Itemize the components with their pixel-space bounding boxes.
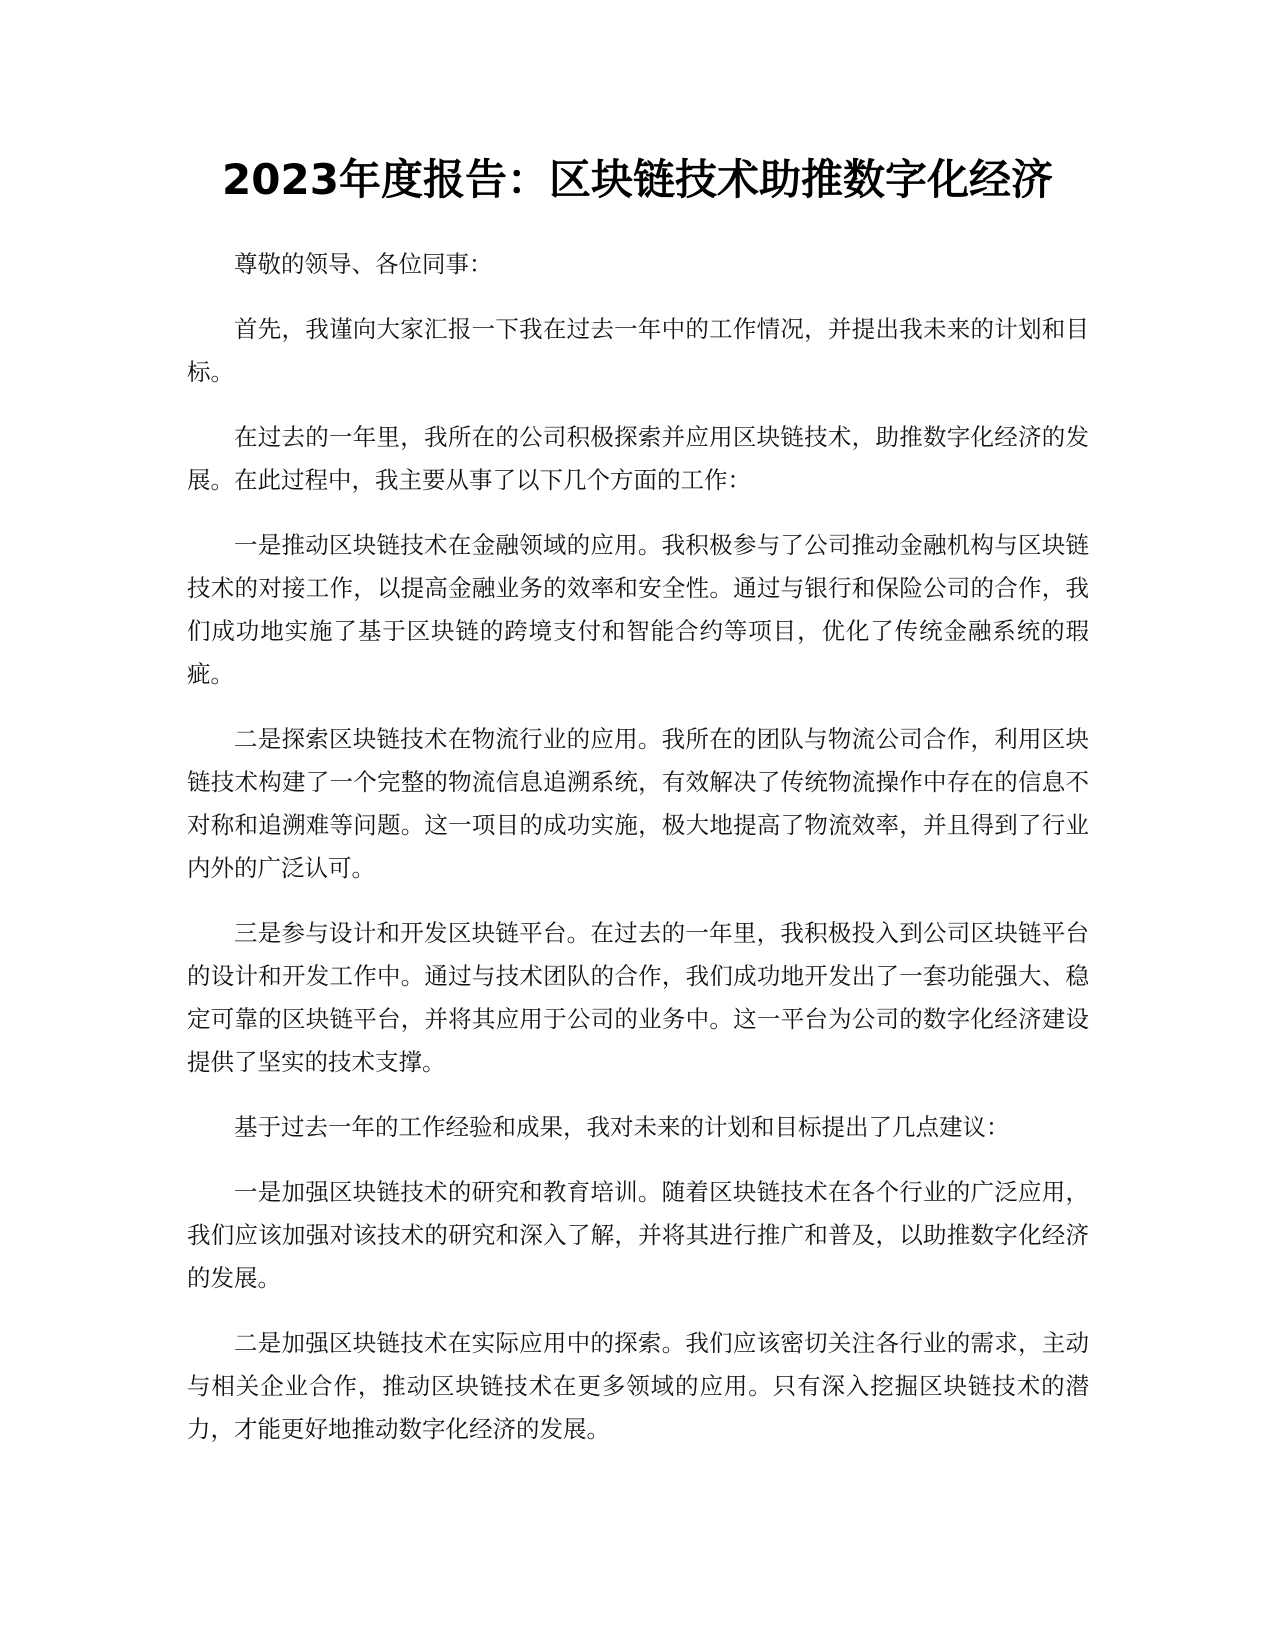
- document-title: 2023年度报告：区块链技术助推数字化经济: [222, 155, 1053, 204]
- document-body: [187, 243, 1089, 1473]
- paragraph-research: 一是加强区块链技术的研究和教育培训。随着区块链技术在各个行业的广泛应用，我们应该加强对该技术的研究和深入了解，并将其进行推广和普及，以助推数字化经济的发展。: [187, 1178, 1089, 1292]
- paragraph-intro: 首先，我谨向大家汇报一下我在过去一年中的工作情况，并提出我未来的计划和目标。: [187, 315, 1089, 386]
- paragraph-overview: 在过去的一年里，我所在的公司积极探索并应用区块链技术，助推数字化经济的发展。在此过程中，我主要从事了以下几个方面的工作：: [187, 423, 1089, 494]
- paragraph-exploration: 二是加强区块链技术在实际应用中的探索。我们应该密切关注各行业的需求，主动与相关企业合作，推动区块链技术在更多领域的应用。只有深入挖掘区块链技术的潜力，才能更好地推动数字化经济的发展。: [187, 1329, 1089, 1443]
- paragraph-logistics: 二是探索区块链技术在物流行业的应用。我所在的团队与物流公司合作，利用区块链技术构建了一个完整的物流信息追溯系统，有效解决了传统物流操作中存在的信息不对称和追溯难等问题。这一项目的成功实施，极大地提高了物流效率，并且得到了行业内外的广泛认可。: [187, 725, 1089, 882]
- paragraph-greeting: 尊敬的领导、各位同事：: [234, 250, 493, 278]
- paragraph-platform: 三是参与设计和开发区块链平台。在过去的一年里，我积极投入到公司区块链平台的设计和开发工作中。通过与技术团队的合作，我们成功地开发出了一套功能强大、稳定可靠的区块链平台，并将其应用于公司的业务中。这一平台为公司的数字化经济建设提供了坚实的技术支撑。: [187, 919, 1089, 1076]
- paragraph-finance: 一是推动区块链技术在金融领域的应用。我积极参与了公司推动金融机构与区块链技术的对接工作，以提高金融业务的效率和安全性。通过与银行和保险公司的合作，我们成功地实施了基于区块链的跨境支付和智能合约等项目，优化了传统金融系统的瑕疵。: [187, 531, 1089, 688]
- paragraph-suggestions: 基于过去一年的工作经验和成果，我对未来的计划和目标提出了几点建议：: [234, 1113, 1010, 1141]
